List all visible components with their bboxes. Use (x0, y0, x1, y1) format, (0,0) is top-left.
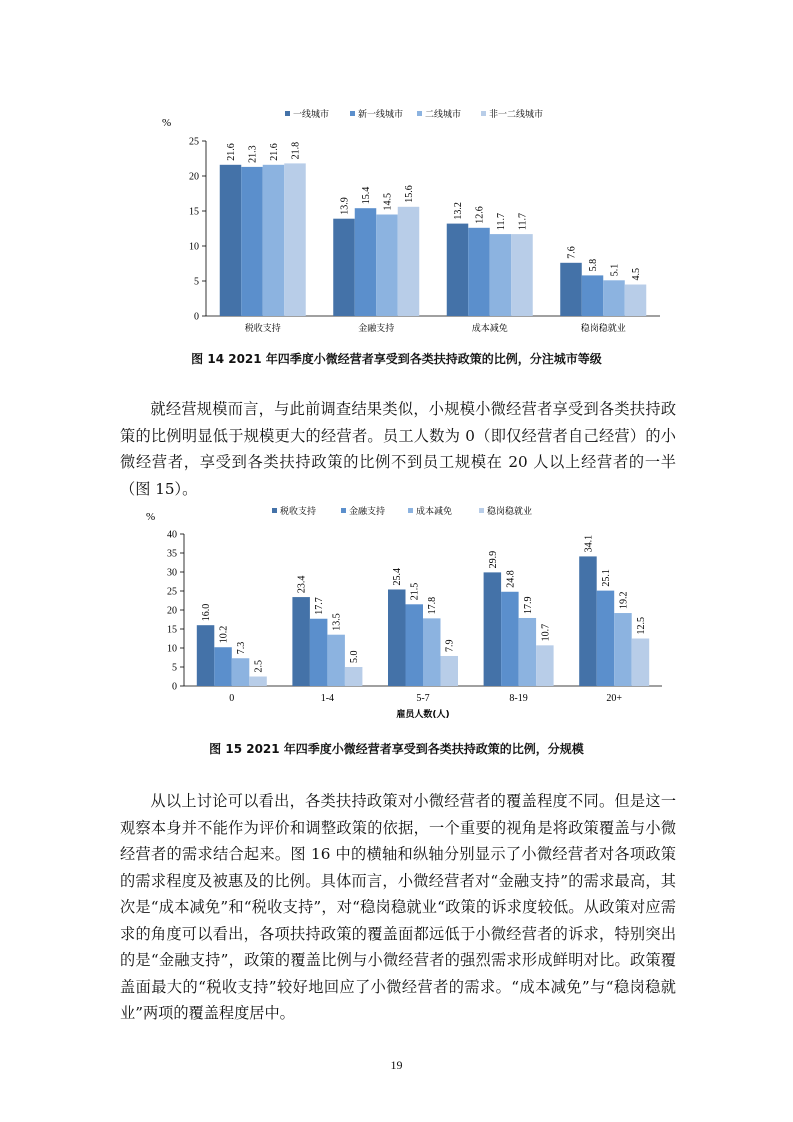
data-label: 11.7 (517, 212, 529, 231)
data-label: 13.5 (331, 613, 343, 631)
data-label: 23.4 (296, 575, 308, 594)
bar (376, 215, 398, 317)
category-label: 金融支持 (358, 324, 395, 334)
bar (214, 647, 232, 686)
legend-label: 非一二线城市 (489, 110, 544, 120)
bar (536, 645, 554, 686)
data-label: 17.9 (522, 596, 534, 614)
y-tick-label: 15 (167, 624, 177, 636)
data-label: 10.7 (540, 623, 552, 642)
data-label: 7.6 (566, 246, 578, 259)
data-label: 16.0 (201, 603, 213, 622)
chart-employee-scale-svg (0, 498, 793, 728)
data-label: 15.4 (361, 186, 372, 205)
data-label: 10.2 (218, 625, 230, 644)
data-label: 34.1 (583, 534, 595, 553)
legend-swatch (479, 508, 484, 513)
page-number: 19 (390, 1058, 403, 1072)
bar (310, 619, 328, 686)
legend-label: 税收支持 (280, 507, 317, 517)
data-label: 4.5 (631, 268, 642, 281)
unit-label: % (146, 511, 156, 523)
bar (345, 667, 363, 686)
bar (441, 656, 459, 686)
legend-label: 新一线城市 (358, 110, 404, 120)
y-tick-label: 20 (167, 605, 177, 617)
bar (519, 618, 537, 686)
y-tick-label: 0 (172, 681, 177, 693)
data-label: 21.5 (409, 582, 421, 601)
legend-swatch (272, 508, 277, 513)
legend-swatch (341, 508, 346, 513)
bar (355, 208, 377, 316)
y-tick-label: 25 (189, 136, 199, 148)
bar (484, 572, 502, 686)
paragraph-scale: 就经营规模而言，与此前调查结果类似，小规模小微经营者享受到各类扶持政策的比例明显低于规模更大的经营者。员工人数为 0（即仅经营者自己经营）的小微经营者，享受到各类扶持政策的比例不到员工规模在 20 人以上经营者的一半（图 15）。 (120, 400, 676, 498)
category-label: 稳岗稳就业 (580, 324, 626, 334)
category-label: 20+ (606, 693, 623, 704)
bar (284, 163, 306, 316)
y-tick-label: 40 (167, 529, 177, 541)
bar (597, 591, 615, 686)
x-axis-title: 雇员人数(人) (396, 710, 450, 720)
legend-swatch (285, 111, 290, 116)
category-label: 1-4 (320, 693, 335, 704)
y-tick-label: 20 (189, 171, 199, 183)
legend-swatch (417, 111, 422, 116)
data-label: 14.5 (382, 193, 394, 211)
y-tick-label: 30 (167, 567, 177, 579)
data-label: 15.6 (404, 185, 415, 203)
legend-swatch (350, 111, 355, 116)
bar (490, 234, 512, 316)
bar (232, 658, 250, 686)
data-label: 7.9 (444, 639, 456, 652)
y-tick-label: 5 (172, 662, 177, 674)
y-tick-label: 25 (167, 586, 177, 598)
data-label: 11.7 (496, 212, 507, 231)
paragraph-discussion: 从以上讨论可以看出，各类扶持政策对小微经营者的覆盖程度不同。但是这一观察本身并不能作为评价和调整政策的依据，一个重要的视角是将政策覆盖与小微经营者的需求结合起来。图 16 中的横轴和纵轴分别显示了小微经营者对各项政策的需求程度及被惠及的比例。具体而言，小微经营者对“金融支持”的需求最高，其次是“成本减免”和“税收支持”，对“稳岗稳就业“政策的诉求度较低。从政策对应需求的角度可以看出，各项扶持政策的覆盖面都远低于小微经营者的诉求，特别突出的是“金融支持”，政策的覆盖比例与小微经营者的强烈需求形成鲜明对比。政策覆盖面最大的“税收支持”较好地回应了小微经营者的需求。“成本减免”与“稳岗稳就业”两项的覆盖程度居中。 (120, 792, 676, 1022)
y-tick-label: 5 (194, 276, 199, 288)
data-label: 19.2 (618, 591, 630, 610)
y-tick-label: 10 (189, 241, 199, 253)
bar (249, 677, 266, 687)
data-label: 13.9 (339, 197, 351, 215)
bar (625, 285, 647, 317)
data-label: 25.4 (392, 567, 404, 586)
bar (560, 263, 582, 316)
legend-label: 金融支持 (349, 507, 386, 517)
legend-swatch (408, 508, 413, 513)
data-label: 21.6 (269, 143, 280, 161)
category-label: 税收支持 (244, 324, 281, 334)
bar (468, 228, 490, 316)
figure-14-caption: 图 14 2021 年四季度小微经营者享受到各类扶持政策的比例，分注城市等级 (191, 352, 602, 366)
data-label: 5.0 (349, 650, 361, 663)
data-label: 5.8 (588, 258, 599, 272)
bar (197, 625, 215, 686)
bar (501, 592, 518, 686)
bar (614, 613, 632, 686)
bar (632, 639, 650, 687)
figure-14-chart (0, 100, 793, 345)
data-label: 21.3 (247, 145, 259, 163)
category-label: 5-7 (416, 693, 430, 704)
bar (333, 219, 355, 316)
data-label: 17.8 (427, 596, 439, 615)
data-label: 29.9 (487, 550, 499, 569)
bar (292, 597, 310, 686)
data-label: 21.8 (290, 141, 302, 160)
legend-label: 成本减免 (416, 507, 453, 517)
legend-label: 一线城市 (293, 110, 330, 120)
bar (423, 618, 441, 686)
data-label: 13.2 (453, 202, 464, 220)
bar (327, 635, 345, 686)
data-label: 7.3 (236, 641, 248, 655)
figure-15-chart (0, 498, 793, 728)
bar (582, 275, 604, 316)
bar (603, 280, 625, 316)
bar (263, 165, 285, 316)
data-label: 21.6 (226, 143, 237, 161)
bar (388, 589, 406, 686)
data-label: 5.1 (609, 263, 621, 277)
legend-label: 稳岗稳就业 (487, 507, 533, 517)
data-label: 24.8 (505, 570, 517, 588)
bar (241, 167, 263, 316)
legend-swatch (481, 111, 486, 116)
unit-label: % (162, 117, 172, 129)
y-tick-label: 15 (189, 206, 199, 218)
data-label: 17.7 (314, 597, 326, 615)
y-tick-label: 10 (167, 643, 177, 655)
category-label: 成本减免 (471, 324, 508, 334)
y-tick-label: 35 (167, 548, 177, 560)
chart-city-tier-svg (0, 100, 793, 345)
y-tick-label: 0 (194, 311, 199, 323)
bar (511, 234, 533, 316)
bar (220, 165, 242, 316)
data-label: 2.5 (253, 660, 265, 673)
bar (579, 556, 597, 686)
figure-15-caption: 图 15 2021 年四季度小微经营者享受到各类扶持政策的比例，分规模 (209, 742, 584, 756)
bar (447, 224, 469, 316)
data-label: 12.6 (474, 206, 486, 224)
data-label: 12.5 (635, 617, 647, 635)
category-label: 0 (229, 693, 235, 704)
data-label: 25.1 (600, 569, 612, 587)
bar (398, 207, 420, 316)
bar (406, 604, 424, 686)
category-label: 8-19 (509, 693, 528, 704)
legend-label: 二线城市 (425, 110, 462, 120)
